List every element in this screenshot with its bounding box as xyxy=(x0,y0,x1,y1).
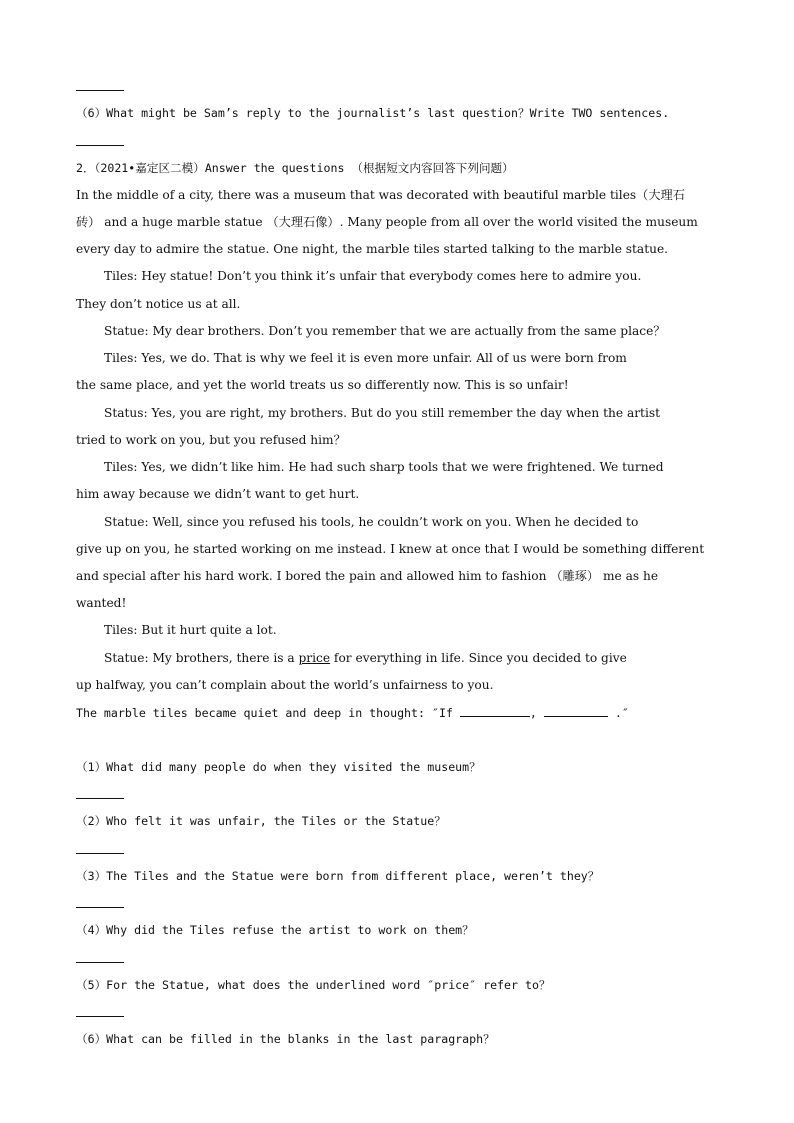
answer-line[interactable] xyxy=(76,90,124,91)
passage-line: Status: Yes, you are right, my brothers. But do you still remember the day when the artist xyxy=(104,406,660,420)
question-2: （2）Who felt it was unfair, the Tiles or the Statue？ xyxy=(76,814,446,828)
passage-line: up halfway, you can’t complain about the world’s unfairness to you. xyxy=(76,678,494,692)
question-3: （3）The Tiles and the Statue were born from different place, weren’t they？ xyxy=(76,869,600,883)
text-segment: , xyxy=(529,706,544,720)
passage-line: the same place, and yet the world treats us so differently now. This is so unfair! xyxy=(76,378,569,392)
underlined-word-price: price xyxy=(298,651,331,665)
passage-line: give up on you, he started working on me instead. I knew at once that I would be something different xyxy=(76,542,705,556)
passage-line: every day to admire the statue. One night, the marble tiles started talking to the marble statue. xyxy=(76,242,669,256)
passage-line: 砖） and a huge marble statue （大理石像）. Many people from all over the world visited the museum xyxy=(76,215,698,229)
text-segment: The marble tiles became quiet and deep in thought: ″If xyxy=(76,706,460,720)
answer-line[interactable] xyxy=(76,853,124,854)
question-5: （5）For the Statue, what does the underlined word ″price″ refer to？ xyxy=(76,978,551,992)
passage-line: Tiles: Yes, we do. That is why we feel it is even more unfair. All of us were born from xyxy=(104,351,627,365)
passage-line: Tiles: But it hurt quite a lot. xyxy=(104,623,277,637)
fill-blank-2[interactable] xyxy=(544,704,608,717)
passage-line: tried to work on you, but you refused him？ xyxy=(76,433,346,447)
passage-line: wanted! xyxy=(76,596,127,610)
question-1: （1）What did many people do when they visited the museum？ xyxy=(76,760,481,774)
passage-line xyxy=(76,704,629,721)
prev-question-6: （6）What might be Sam’s reply to the journalist’s last question？Write TWO sentences. xyxy=(76,106,670,120)
passage-line: They don’t notice us at all. xyxy=(76,297,241,311)
passage-line: Statue: Well, since you refused his tools, he couldn’t work on you. When he decided to xyxy=(104,515,639,529)
answer-line[interactable] xyxy=(76,907,124,908)
passage-line: Statue: My dear brothers. Don’t you remember that we are actually from the same place？ xyxy=(104,324,666,338)
text-segment: for everything in life. Since you decided to give xyxy=(330,651,627,665)
passage-line xyxy=(104,650,627,666)
passage-line: Tiles: Yes, we didn’t like him. He had such sharp tools that we were frightened. We turned xyxy=(104,460,664,474)
text-segment: .″ xyxy=(607,706,629,720)
answer-line[interactable] xyxy=(76,1016,124,1017)
answer-line[interactable] xyxy=(76,962,124,963)
passage-line: and special after his hard work. I bored the pain and allowed him to fashion （雕琢） me as he xyxy=(76,569,659,583)
question-6: （6）What can be filled in the blanks in the last paragraph？ xyxy=(76,1032,495,1046)
answer-line[interactable] xyxy=(76,145,124,146)
question-4: （4）Why did the Tiles refuse the artist to work on them？ xyxy=(76,923,474,937)
section-heading: 2．（2021•嘉定区二模）Answer the questions （根据短文内容回答下列问题） xyxy=(76,161,514,175)
passage-line: In the middle of a city, there was a museum that was decorated with beautiful marble tiles（大理石 xyxy=(76,188,685,202)
passage-line: him away because we didn’t want to get hurt. xyxy=(76,487,360,501)
answer-line[interactable] xyxy=(76,798,124,799)
fill-blank-1[interactable] xyxy=(460,704,530,717)
passage-line: Tiles: Hey statue! Don’t you think it’s unfair that everybody comes here to admire you. xyxy=(104,269,642,283)
text-segment: Statue: My brothers, there is a xyxy=(104,651,299,665)
